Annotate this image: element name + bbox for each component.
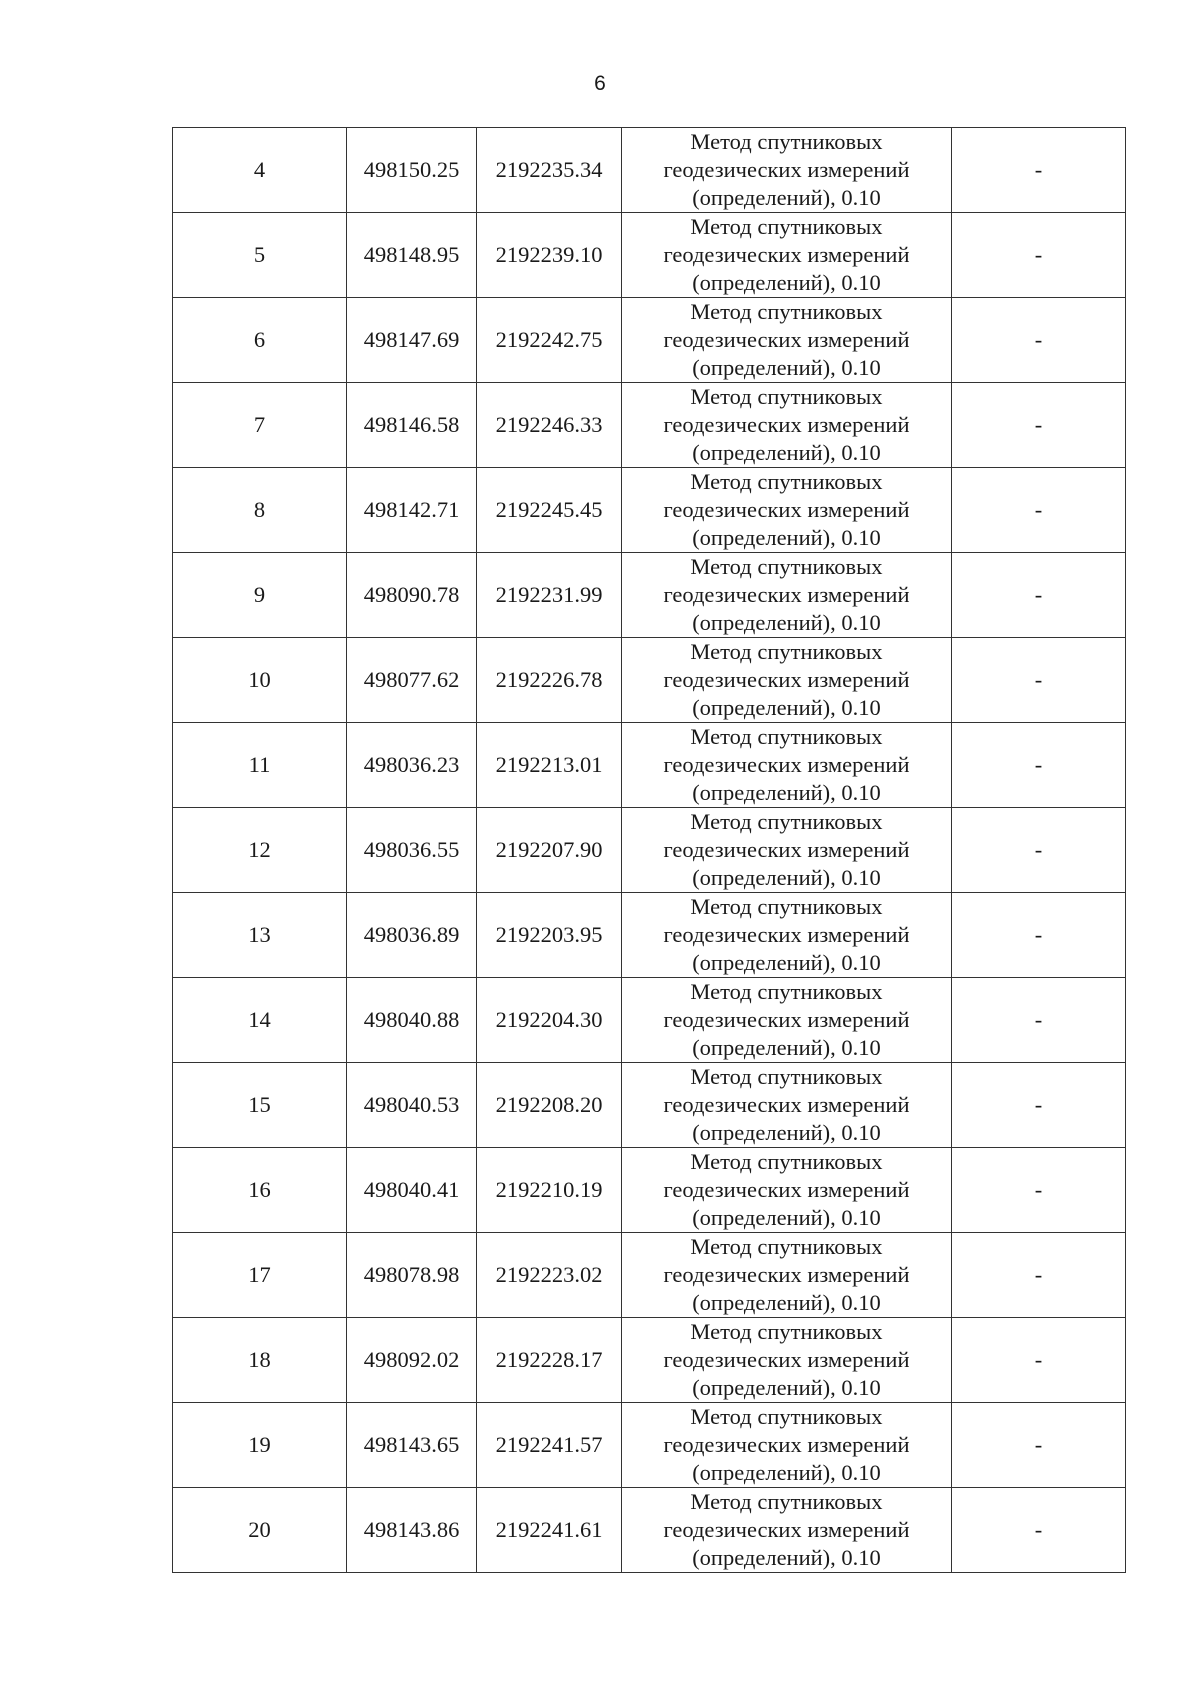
description-cell: -	[952, 298, 1126, 383]
method-text-line: геодезических измерений	[663, 1347, 910, 1372]
description-cell: -	[952, 638, 1126, 723]
y-coordinate-cell: 2192203.95	[477, 893, 622, 978]
description-cell: -	[952, 383, 1126, 468]
method-text-line: Метод спутниковых	[690, 384, 883, 409]
method-text-line: Метод спутниковых	[690, 724, 883, 749]
description-cell: -	[952, 723, 1126, 808]
x-coordinate-cell: 498036.23	[347, 723, 477, 808]
point-number-cell: 17	[173, 1233, 347, 1318]
method-cell	[622, 1488, 952, 1573]
method-cell	[622, 638, 952, 723]
method-cell	[622, 1318, 952, 1403]
description-cell: -	[952, 1063, 1126, 1148]
table-row	[173, 213, 1126, 298]
x-coordinate-cell: 498150.25	[347, 128, 477, 213]
method-text-line: геодезических измерений	[663, 497, 910, 522]
y-coordinate-cell: 2192204.30	[477, 978, 622, 1063]
table-row	[173, 128, 1126, 213]
y-coordinate-cell: 2192223.02	[477, 1233, 622, 1318]
x-coordinate-cell: 498143.65	[347, 1403, 477, 1488]
description-cell: -	[952, 1148, 1126, 1233]
method-text-line: (определений), 0.10	[692, 440, 881, 465]
method-text-line: Метод спутниковых	[690, 1064, 883, 1089]
y-coordinate-cell: 2192208.20	[477, 1063, 622, 1148]
x-coordinate-cell: 498040.88	[347, 978, 477, 1063]
method-text-line: геодезических измерений	[663, 837, 910, 862]
method-text-line: геодезических измерений	[663, 242, 910, 267]
method-cell	[622, 893, 952, 978]
table-row	[173, 553, 1126, 638]
description-cell: -	[952, 213, 1126, 298]
table-row	[173, 638, 1126, 723]
table-row	[173, 468, 1126, 553]
x-coordinate-cell: 498090.78	[347, 553, 477, 638]
table-row	[173, 383, 1126, 468]
method-cell	[622, 298, 952, 383]
description-cell: -	[952, 128, 1126, 213]
method-cell	[622, 128, 952, 213]
method-text-line: Метод спутниковых	[690, 809, 883, 834]
method-text-line: (определений), 0.10	[692, 1035, 881, 1060]
point-number-cell: 8	[173, 468, 347, 553]
x-coordinate-cell: 498143.86	[347, 1488, 477, 1573]
method-text-line: Метод спутниковых	[690, 214, 883, 239]
y-coordinate-cell: 2192241.57	[477, 1403, 622, 1488]
point-number-cell: 20	[173, 1488, 347, 1573]
method-text-line: (определений), 0.10	[692, 185, 881, 210]
method-text-line: Метод спутниковых	[690, 469, 883, 494]
method-cell	[622, 383, 952, 468]
method-text-line: Метод спутниковых	[690, 639, 883, 664]
y-coordinate-cell: 2192207.90	[477, 808, 622, 893]
x-coordinate-cell: 498036.89	[347, 893, 477, 978]
description-cell: -	[952, 1488, 1126, 1573]
method-text-line: геодезических измерений	[663, 922, 910, 947]
table-row	[173, 1148, 1126, 1233]
x-coordinate-cell: 498040.41	[347, 1148, 477, 1233]
table-row	[173, 808, 1126, 893]
description-cell: -	[952, 808, 1126, 893]
point-number-cell: 10	[173, 638, 347, 723]
table-row	[173, 1063, 1126, 1148]
method-text-line: (определений), 0.10	[692, 1375, 881, 1400]
method-text-line: геодезических измерений	[663, 1432, 910, 1457]
method-text-line: Метод спутниковых	[690, 1489, 883, 1514]
method-text-line: геодезических измерений	[663, 582, 910, 607]
method-text-line: (определений), 0.10	[692, 695, 881, 720]
method-text-line: Метод спутниковых	[690, 554, 883, 579]
y-coordinate-cell: 2192213.01	[477, 723, 622, 808]
method-cell	[622, 468, 952, 553]
y-coordinate-cell: 2192228.17	[477, 1318, 622, 1403]
method-text-line: геодезических измерений	[663, 667, 910, 692]
y-coordinate-cell: 2192226.78	[477, 638, 622, 723]
y-coordinate-cell: 2192245.45	[477, 468, 622, 553]
x-coordinate-cell: 498078.98	[347, 1233, 477, 1318]
table-row	[173, 723, 1126, 808]
description-cell: -	[952, 468, 1126, 553]
method-cell	[622, 978, 952, 1063]
method-cell	[622, 1063, 952, 1148]
y-coordinate-cell: 2192239.10	[477, 213, 622, 298]
method-text-line: Метод спутниковых	[690, 1319, 883, 1344]
method-cell	[622, 553, 952, 638]
x-coordinate-cell: 498147.69	[347, 298, 477, 383]
table-row	[173, 298, 1126, 383]
description-cell: -	[952, 1403, 1126, 1488]
x-coordinate-cell: 498146.58	[347, 383, 477, 468]
coordinates-table	[172, 127, 1126, 1573]
method-text-line: (определений), 0.10	[692, 865, 881, 890]
point-number-cell: 16	[173, 1148, 347, 1233]
method-text-line: Метод спутниковых	[690, 129, 883, 154]
point-number-cell: 19	[173, 1403, 347, 1488]
method-text-line: Метод спутниковых	[690, 894, 883, 919]
point-number-cell: 12	[173, 808, 347, 893]
x-coordinate-cell: 498040.53	[347, 1063, 477, 1148]
method-text-line: Метод спутниковых	[690, 1149, 883, 1174]
method-text-line: Метод спутниковых	[690, 299, 883, 324]
method-text-line: (определений), 0.10	[692, 1290, 881, 1315]
y-coordinate-cell: 2192241.61	[477, 1488, 622, 1573]
method-text-line: геодезических измерений	[663, 1177, 910, 1202]
point-number-cell: 13	[173, 893, 347, 978]
method-cell	[622, 808, 952, 893]
point-number-cell: 14	[173, 978, 347, 1063]
y-coordinate-cell: 2192235.34	[477, 128, 622, 213]
method-text-line: (определений), 0.10	[692, 270, 881, 295]
y-coordinate-cell: 2192242.75	[477, 298, 622, 383]
description-cell: -	[952, 893, 1126, 978]
method-cell	[622, 213, 952, 298]
method-text-line: Метод спутниковых	[690, 1234, 883, 1259]
method-cell	[622, 1233, 952, 1318]
method-text-line: геодезических измерений	[663, 412, 910, 437]
description-cell: -	[952, 978, 1126, 1063]
table-row	[173, 1488, 1126, 1573]
description-cell: -	[952, 553, 1126, 638]
point-number-cell: 15	[173, 1063, 347, 1148]
method-cell	[622, 723, 952, 808]
method-text-line: геодезических измерений	[663, 1517, 910, 1542]
point-number-cell: 7	[173, 383, 347, 468]
method-text-line: (определений), 0.10	[692, 355, 881, 380]
method-text-line: (определений), 0.10	[692, 780, 881, 805]
point-number-cell: 11	[173, 723, 347, 808]
point-number-cell: 6	[173, 298, 347, 383]
point-number-cell: 5	[173, 213, 347, 298]
x-coordinate-cell: 498092.02	[347, 1318, 477, 1403]
method-text-line: (определений), 0.10	[692, 950, 881, 975]
method-text-line: (определений), 0.10	[692, 1205, 881, 1230]
method-text-line: геодезических измерений	[663, 752, 910, 777]
method-text-line: (определений), 0.10	[692, 1120, 881, 1145]
page-number: 6	[594, 72, 606, 95]
description-cell: -	[952, 1233, 1126, 1318]
method-text-line: (определений), 0.10	[692, 1545, 881, 1570]
method-text-line: геодезических измерений	[663, 1092, 910, 1117]
method-text-line: геодезических измерений	[663, 1007, 910, 1032]
point-number-cell: 4	[173, 128, 347, 213]
x-coordinate-cell: 498142.71	[347, 468, 477, 553]
y-coordinate-cell: 2192231.99	[477, 553, 622, 638]
method-text-line: Метод спутниковых	[690, 1404, 883, 1429]
method-text-line: (определений), 0.10	[692, 1460, 881, 1485]
method-text-line: (определений), 0.10	[692, 525, 881, 550]
point-number-cell: 9	[173, 553, 347, 638]
table-row	[173, 893, 1126, 978]
method-cell	[622, 1148, 952, 1233]
table-row	[173, 1233, 1126, 1318]
table-row	[173, 1403, 1126, 1488]
coordinates-table-body	[173, 128, 1126, 1573]
method-text-line: (определений), 0.10	[692, 610, 881, 635]
y-coordinate-cell: 2192246.33	[477, 383, 622, 468]
method-text-line: геодезических измерений	[663, 327, 910, 352]
table-row	[173, 1318, 1126, 1403]
x-coordinate-cell: 498077.62	[347, 638, 477, 723]
description-cell: -	[952, 1318, 1126, 1403]
y-coordinate-cell: 2192210.19	[477, 1148, 622, 1233]
table-row	[173, 978, 1126, 1063]
method-text-line: Метод спутниковых	[690, 979, 883, 1004]
method-cell	[622, 1403, 952, 1488]
point-number-cell: 18	[173, 1318, 347, 1403]
x-coordinate-cell: 498148.95	[347, 213, 477, 298]
method-text-line: геодезических измерений	[663, 157, 910, 182]
x-coordinate-cell: 498036.55	[347, 808, 477, 893]
method-text-line: геодезических измерений	[663, 1262, 910, 1287]
